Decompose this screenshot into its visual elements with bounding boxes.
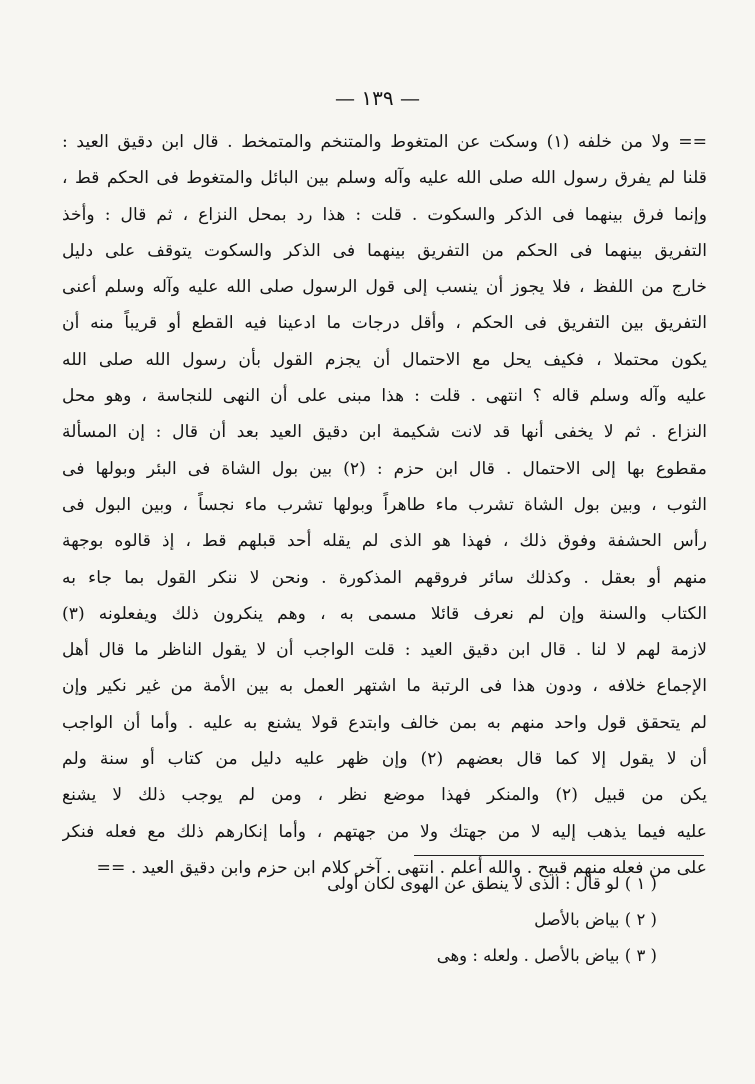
text-line: مقطوع بها إلى الاحتمال . قال ابن حزم : (٢) بين بول الشاة فى البئر وبولها فى bbox=[62, 458, 707, 479]
footnote: ( ٣ ) بياض بالأصل . ولعله : وهى bbox=[436, 946, 657, 965]
text-line: عليه وآله وسلم قاله ؟ انتهى . قلت : هذا مبنى على أن النهى للنجاسة ، وهو محل bbox=[62, 386, 707, 407]
page-number: — ١٣٩ — bbox=[335, 86, 420, 110]
text-line: الإجماع خلافه ، ودون هذا فى الرتبة ما اشتهر العمل به بين الأمة من غير نكير وإن bbox=[62, 676, 707, 697]
footnote: ( ٢ ) بياض بالأصل bbox=[534, 910, 657, 929]
footnote: ( ١ ) لو قال : الذى لا ينطق عن الهوى لكان أولى bbox=[327, 874, 657, 893]
text-line: أن لا يقول إلا كما قال بعضهم (٢) وإن ظهر عليه دليل من كتاب أو سنة ولم bbox=[62, 749, 707, 770]
footnote-divider bbox=[414, 855, 704, 856]
text-line: الكتاب والسنة وإن لم نعرف قائلا مسمى به ، وهم ينكرون ذلك ويفعلونه (٣) bbox=[62, 603, 707, 624]
text-line: منهم أو بعقل . وكذلك سائر فروقهم المذكورة . ونحن لا ننكر القول بما جاء به bbox=[62, 567, 707, 588]
text-line: لم يتحقق قول واحد منهم به بمن خالف وابتدع قولا يشنع به عليه . وأما أن الواجب bbox=[62, 712, 707, 733]
text-line: == ولا من خلفه (١) وسكت عن المتغوط والمتنخم والمتمخط . قال ابن دقيق العيد : bbox=[62, 132, 707, 152]
text-line: يكن من قبيل (٢) والمنكر فهذا موضع نظر ، ومن لم يوجب ذلك لا يشنع bbox=[62, 785, 707, 806]
text-line: عليه فيما يذهب إليه لا من جهتك ولا من جهتهم ، وأما إنكارهم ذلك مع فعله فنكر bbox=[62, 821, 707, 842]
text-line: يكون محتملا ، فكيف يحل مع الاحتمال أن يجزم القول بأن رسول الله صلى الله bbox=[62, 349, 707, 370]
text-line: وإنما فرق بينهما فى الذكر والسكوت . قلت : هذا رد بمحل النزاع ، ثم قال : وأخذ bbox=[62, 204, 707, 225]
text-line: رأس الحشفة وفوق ذلك ، فهذا هو الذى لم يقله أحد قبلهم قط ، إذ قالوه بوجهة bbox=[62, 531, 707, 552]
text-line: النزاع . ثم لا يخفى أنها قد لانت شكيمة ابن دقيق العيد بعد أن قال : إن المسألة bbox=[62, 422, 707, 443]
text-line: على من فعله منهم قبيح . والله أعلم . انتهى . آخر كلام ابن حزم وابن دقيق العيد . == bbox=[96, 857, 707, 878]
text-line: خارج من اللفظ ، فلا يجوز أن ينسب إلى قول الرسول صلى الله عليه وآله وسلم أعنى bbox=[62, 277, 707, 298]
text-line: التفريق بين التفريق فى الحكم ، وأقل درجات ما ادعينا فيه القطع أو قريباً منه أن bbox=[62, 313, 707, 334]
footnotes bbox=[237, 866, 657, 974]
text-line: التفريق بينهما فى الحكم من التفريق بينهما فى الذكر والسكوت يتوقف على دليل bbox=[62, 240, 707, 261]
text-line: لازمة لهم لا لنا . قال ابن دقيق العيد : قلت الواجب أن لا يقول الناظر ما قال أهل bbox=[62, 640, 707, 661]
text-line: الثوب ، وبين بول الشاة تشرب ماء طاهراً وبولها تشرب ماء نجساً ، وبين البول فى bbox=[62, 494, 707, 515]
main-text bbox=[62, 124, 707, 886]
text-line: قلنا لم يفرق رسول الله صلى الله عليه وآله وسلم بين البائل والمتغوط فى الحكم قط ، bbox=[62, 168, 707, 189]
